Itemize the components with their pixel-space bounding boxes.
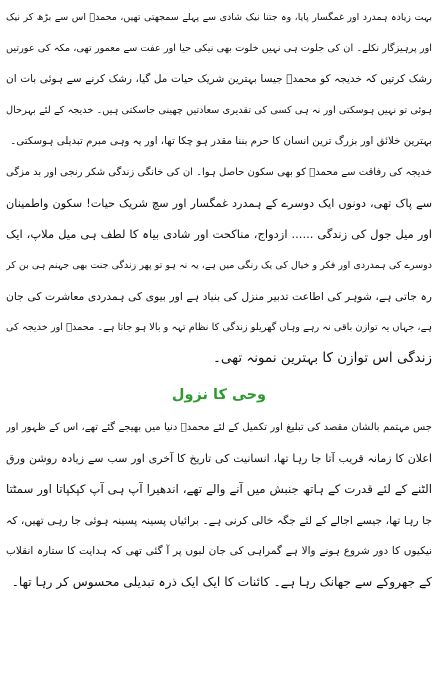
text-line: جا رہا تھا، جیسے اجالے کے لئے جگہ خالی کرنی ہے۔ برائیاں پسینہ پسینہ ہوئی جا رہی تھیں، کہ bbox=[6, 514, 432, 527]
text-line: اور پرہیزگار نکلے۔ ان کی جلوت ہی نہیں خلوت بھی نیکی حیا اور عفت سے معمور تھی، مکہ کی عورتیں bbox=[6, 43, 432, 54]
text-line: نیکیوں کا دور شروع ہونے والا ہے گمراہی کی جان لبوں پر آ گئی تھی کہ ہدایت کا ستارہ انقلاب bbox=[6, 545, 432, 557]
paragraph-1 bbox=[6, 2, 432, 157]
text-line: بہت زیادہ ہمدرد اور غمگسار پایا، وہ جتنا نیک شادی سے پہلے سمجھتی تھیں، محمدؐ اس سے بڑھ کر نیک bbox=[6, 12, 432, 23]
text-line: رہ جاتی ہے، شوہر کی اطاعت تدبیر منزل کی بنیاد ہے اور بیوی کی ہمدردی معاشرت کی جان bbox=[6, 290, 432, 303]
paragraph-2 bbox=[6, 157, 432, 374]
text-line: رشک کرتیں کہ خدیجہ کو محمدؐ جیسا بہترین شریک حیات مل گیا، رشک کرنے سے ہوئی بات ان bbox=[6, 73, 432, 85]
text-line: ہوئی تو نہیں ہوسکتی اور نہ ہی کسی کی تقدیری سعادتیں چھینی جاسکتی ہیں۔ خدیجہ کے لئے بہرحال bbox=[6, 105, 432, 116]
text-line: بہترین خلائق اور بزرگ ترین انسان کا حرم بننا مقدر ہو چکا تھا، اور یہ وہی مبرم تبدیلی ہوسکتی۔ bbox=[10, 135, 432, 147]
section-heading: وحی کا نزول bbox=[171, 387, 267, 403]
text-line: اور میل جول کی زندگی ...... ازدواج، مناکحت اور شادی بیاہ کا لطف ہی میل ملاپ، ایک bbox=[6, 227, 432, 241]
text-line: الٹنے کے لئے قدرت کے ہاتھ جنبش میں آنے والے تھے، اندھیرا آپ ہی آپ کپکپاتا اور سمٹتا bbox=[6, 482, 432, 496]
text-line: سے پاک تھی، دونوں ایک دوسرے کے ہمدرد غمگسار اور سچ شریک حیات! سکون واطمینان bbox=[6, 197, 432, 210]
text-line: زندگی اس توازن کا بہترین نمونہ تھی۔ bbox=[212, 350, 432, 366]
text-line: جس مہتمم بالشان مقصد کی تبلیغ اور تکمیل کے لئے محمدؐ دنیا میں بھیجے گئے تھے، اس کے ظہور اور bbox=[6, 422, 432, 433]
text-line: ہے، جہاں یہ توازن باقی نہ رہے وہاں گھریلو زندگی کا نظام تہہ و بالا ہو جاتا ہے۔ محمدؐ اور خدیجہ کی bbox=[6, 322, 432, 333]
paragraph-3 bbox=[6, 412, 432, 598]
text-line: اعلان کا زمانہ قریب آتا جا رہا تھا، انسانیت کی تاریخ کا آخری اور سب سے زیادہ روشن ورق bbox=[6, 452, 432, 465]
text-line: دوسرے کی ہمدردی اور فکر و خیال کی یک رنگی میں ہے، یہ نہ ہو تو پھر زندگی جنت بھی جہنم ہی بن کر bbox=[6, 260, 432, 271]
text-line: کے جھروکے سے جھانک رہا ہے۔ کائنات کا ایک ایک ذرہ تبدیلی محسوس کر رہا تھا۔ bbox=[11, 575, 432, 589]
text-line: خدیجہ کی رفاقت سے محمدؐ کو بھی سکون حاصل ہوا۔ ان کی خانگی زندگی شکر رنجی اور بد مزگی bbox=[6, 167, 432, 178]
